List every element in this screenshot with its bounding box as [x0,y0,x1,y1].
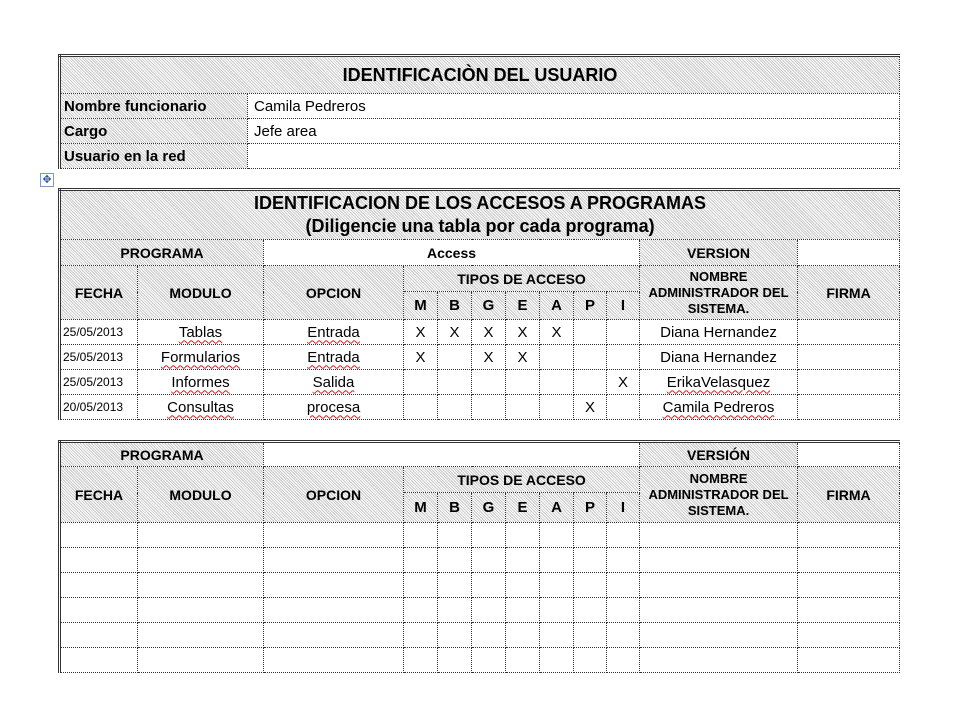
empty-cell[interactable] [404,648,438,673]
empty-cell[interactable] [472,548,506,573]
empty-cell[interactable] [138,598,264,623]
empty-table-row [60,598,900,623]
user-identification-table [58,54,900,169]
access-mark-cell[interactable] [574,320,607,345]
empty-cell[interactable] [472,623,506,648]
fecha-cell[interactable]: 25/05/2013 [60,370,138,395]
value-nombre-funcionario[interactable]: Camila Pedreros [248,94,900,119]
empty-table-row [60,648,900,673]
blank-type-p-header: P [574,493,607,523]
blank-modulo-header: MODULO [138,467,264,523]
empty-cell[interactable] [574,548,607,573]
empty-cell[interactable] [264,623,404,648]
empty-table-row [60,573,900,598]
firma-cell[interactable] [798,320,900,345]
access-mark-cell[interactable]: X [472,345,506,370]
tipos-acceso-header: TIPOS DE ACCESO [404,266,640,292]
empty-cell[interactable] [60,648,138,673]
access-title-line2: (Diligencie una tabla por cada programa) [305,216,655,236]
modulo-cell[interactable] [138,370,264,395]
empty-cell[interactable] [574,523,607,548]
blank-programa-value[interactable] [264,442,640,467]
blank-version-value[interactable] [798,442,900,467]
value-cargo-text: Jefe area [254,122,317,140]
access-mark-cell[interactable] [607,395,640,420]
blank-admin-header: NOMBRE ADMINISTRADOR DEL SISTEMA. [640,467,798,523]
access-mark-cell[interactable]: X [574,395,607,420]
empty-cell[interactable] [540,573,574,598]
access-mark-cell[interactable]: X [506,345,540,370]
label-cargo: Cargo [60,119,248,144]
empty-cell[interactable] [574,598,607,623]
blank-rows [60,523,900,673]
empty-cell[interactable] [404,623,438,648]
empty-cell[interactable] [798,623,900,648]
modulo-cell-text: Tablas [178,323,223,341]
empty-cell[interactable] [438,548,472,573]
program-access-table [58,188,900,420]
access-title-line1: IDENTIFICACION DE LOS ACCESOS A PROGRAMAS [254,193,707,213]
access-mark-cell[interactable] [472,395,506,420]
empty-cell[interactable] [264,548,404,573]
blank-version-label: VERSIÓN [640,442,798,467]
empty-cell[interactable] [640,648,798,673]
empty-cell[interactable] [540,623,574,648]
opcion-header: OPCION [264,266,404,320]
empty-cell[interactable] [438,573,472,598]
empty-cell[interactable] [138,548,264,573]
version-value[interactable] [798,240,900,266]
access-mark-cell[interactable]: X [404,345,438,370]
access-mark-cell[interactable] [574,370,607,395]
opcion-cell-text: Entrada [307,348,360,366]
empty-cell[interactable] [798,648,900,673]
type-i-header: I [607,292,640,320]
empty-cell[interactable] [607,523,640,548]
empty-cell[interactable] [506,548,540,573]
fecha-header: FECHA [60,266,138,320]
empty-cell[interactable] [472,648,506,673]
blank-programa-label: PROGRAMA [60,442,264,467]
empty-cell[interactable] [798,548,900,573]
empty-cell[interactable] [607,548,640,573]
empty-cell[interactable] [640,623,798,648]
empty-cell[interactable] [404,598,438,623]
empty-cell[interactable] [607,648,640,673]
type-e-header: E [506,292,540,320]
empty-cell[interactable] [138,573,264,598]
empty-cell[interactable] [798,598,900,623]
empty-cell[interactable] [138,623,264,648]
empty-cell[interactable] [472,523,506,548]
opcion-cell-text: procesa [306,398,361,416]
blank-fecha-header: FECHA [60,467,138,523]
empty-cell[interactable] [264,573,404,598]
access-mark-cell[interactable]: X [472,320,506,345]
blank-type-a-header: A [540,493,574,523]
table-row [60,345,900,370]
empty-cell[interactable] [640,598,798,623]
empty-cell[interactable] [798,573,900,598]
move-cross-icon: ✥ [42,174,52,186]
empty-cell[interactable] [540,648,574,673]
empty-cell[interactable] [506,573,540,598]
empty-table-row [60,623,900,648]
empty-cell[interactable] [60,523,138,548]
firma-cell[interactable] [798,345,900,370]
type-m-header: M [404,292,438,320]
empty-cell[interactable] [60,573,138,598]
empty-cell[interactable] [264,598,404,623]
blank-firma-header: FIRMA [798,467,900,523]
blank-type-i-header: I [607,493,640,523]
empty-cell[interactable] [506,598,540,623]
empty-cell[interactable] [506,523,540,548]
modulo-cell[interactable] [138,395,264,420]
empty-cell[interactable] [404,523,438,548]
access-mark-cell[interactable]: X [438,320,472,345]
label-usuario-red: Usuario en la red [60,144,248,169]
empty-cell[interactable] [506,648,540,673]
type-p-header: P [574,292,607,320]
blank-type-e-header: E [506,493,540,523]
admin-header: NOMBRE ADMINISTRADOR DEL SISTEMA. [640,266,798,320]
opcion-cell[interactable] [264,345,404,370]
value-usuario-red[interactable] [248,144,900,169]
firma-cell[interactable] [798,395,900,420]
blank-opcion-header: OPCION [264,467,404,523]
access-mark-cell[interactable]: X [404,320,438,345]
firma-cell[interactable] [798,370,900,395]
opcion-cell[interactable] [264,370,404,395]
opcion-cell-text: Salida [312,373,355,391]
access-mark-cell[interactable] [574,345,607,370]
empty-table-row [60,548,900,573]
modulo-cell[interactable] [138,320,264,345]
table-row [60,370,900,395]
access-table-title [60,190,900,240]
label-nombre-funcionario: Nombre funcionario [60,94,248,119]
empty-cell[interactable] [607,598,640,623]
access-mark-cell[interactable]: X [607,370,640,395]
type-a-header: A [540,292,574,320]
modulo-cell-text: Consultas [167,398,234,416]
user-table-title: IDENTIFICACIÒN DEL USUARIO [60,56,900,94]
empty-cell[interactable] [574,648,607,673]
empty-cell[interactable] [438,598,472,623]
empty-cell[interactable] [404,548,438,573]
access-mark-cell[interactable] [506,395,540,420]
fecha-cell[interactable]: 25/05/2013 [60,345,138,370]
empty-cell[interactable] [540,523,574,548]
empty-cell[interactable] [60,548,138,573]
admin-cell[interactable]: Diana Hernandez [640,345,798,370]
access-mark-cell[interactable] [607,320,640,345]
access-mark-cell[interactable] [540,370,574,395]
empty-cell[interactable] [574,573,607,598]
modulo-cell[interactable] [138,345,264,370]
empty-cell[interactable] [438,523,472,548]
admin-cell[interactable]: Diana Hernandez [640,320,798,345]
empty-cell[interactable] [506,623,540,648]
programa-label: PROGRAMA [60,240,264,266]
empty-cell[interactable] [640,523,798,548]
empty-cell[interactable] [438,623,472,648]
access-mark-cell[interactable] [607,345,640,370]
blank-tipos-acceso-header: TIPOS DE ACCESO [404,467,640,493]
modulo-header: MODULO [138,266,264,320]
blank-program-table [58,440,900,673]
blank-type-g-header: G [472,493,506,523]
empty-cell[interactable] [574,623,607,648]
firma-header: FIRMA [798,266,900,320]
empty-cell[interactable] [60,598,138,623]
access-mark-cell[interactable] [438,345,472,370]
empty-cell[interactable] [472,598,506,623]
version-label: VERSION [640,240,798,266]
empty-cell[interactable] [540,548,574,573]
blank-type-b-header: B [438,493,472,523]
admin-cell[interactable] [640,370,798,395]
value-cargo[interactable] [248,119,900,144]
empty-table-row [60,523,900,548]
access-mark-cell[interactable]: X [506,320,540,345]
table-row [60,320,900,345]
table-row [60,395,900,420]
access-mark-cell[interactable] [404,395,438,420]
table-move-handle[interactable] [40,173,54,187]
empty-cell[interactable] [404,573,438,598]
type-g-header: G [472,292,506,320]
access-mark-cell[interactable] [506,370,540,395]
access-mark-cell[interactable] [540,345,574,370]
fecha-cell[interactable]: 20/05/2013 [60,395,138,420]
empty-cell[interactable] [60,623,138,648]
empty-cell[interactable] [607,573,640,598]
empty-cell[interactable] [798,523,900,548]
empty-cell[interactable] [472,573,506,598]
empty-cell[interactable] [138,523,264,548]
access-rows [60,320,900,420]
blank-type-m-header: M [404,493,438,523]
type-b-header: B [438,292,472,320]
fecha-cell[interactable]: 25/05/2013 [60,320,138,345]
empty-cell[interactable] [607,623,640,648]
access-mark-cell[interactable] [540,395,574,420]
admin-cell[interactable] [640,395,798,420]
access-mark-cell[interactable] [438,395,472,420]
opcion-cell[interactable] [264,320,404,345]
empty-cell[interactable] [264,523,404,548]
empty-cell[interactable] [540,598,574,623]
admin-cell-text: ErikaVelasquez [666,373,771,391]
empty-cell[interactable] [138,648,264,673]
access-mark-cell[interactable] [404,370,438,395]
access-mark-cell[interactable] [472,370,506,395]
empty-cell[interactable] [438,648,472,673]
modulo-cell-text: Informes [171,373,230,391]
empty-cell[interactable] [264,648,404,673]
opcion-cell-text: Entrada [307,323,360,341]
access-mark-cell[interactable]: X [540,320,574,345]
opcion-cell[interactable] [264,395,404,420]
modulo-cell-text: Formularios [160,348,241,366]
access-mark-cell[interactable] [438,370,472,395]
empty-cell[interactable] [640,548,798,573]
admin-cell-text: Camila Pedreros [662,398,775,416]
empty-cell[interactable] [640,573,798,598]
programa-value[interactable]: Access [264,240,640,266]
